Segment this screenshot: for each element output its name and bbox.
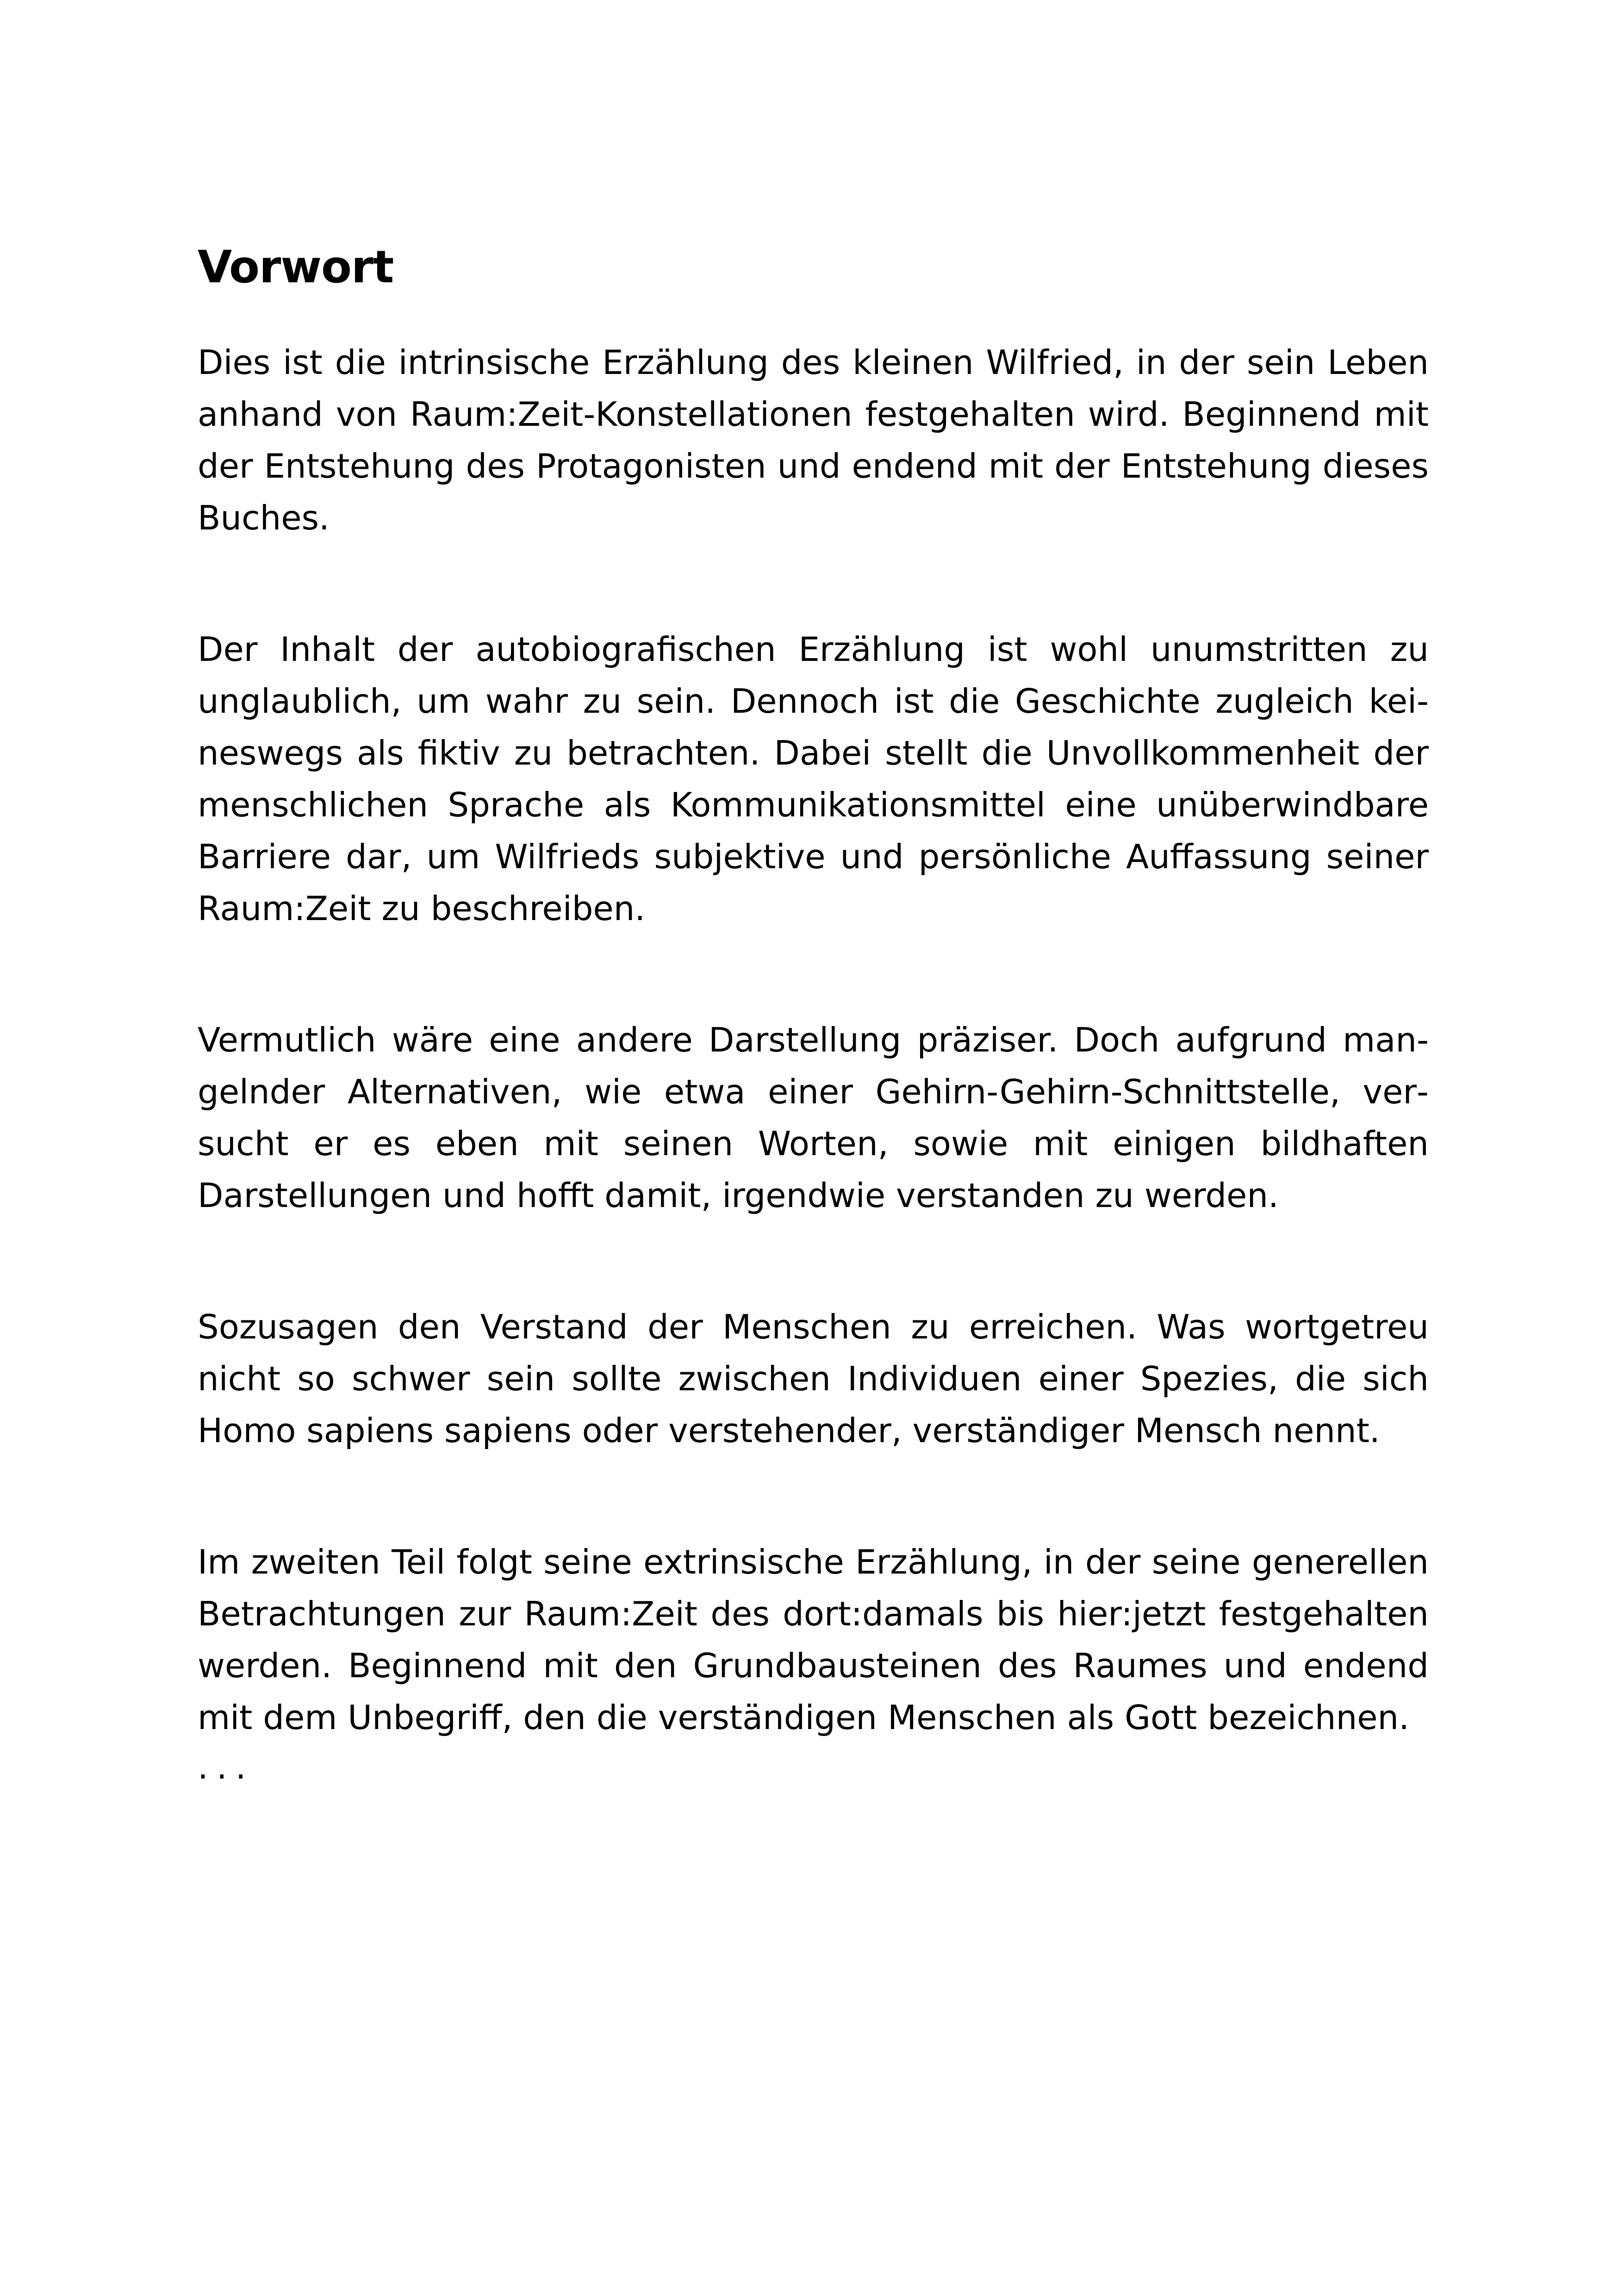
paragraph-1: Dies ist die intrinsische Erzählung des kleinen Wilfried, in der sein Leben anhand von Raum:Zeit-Konstellationen festgehalten wird. Beginnend mit der Entstehung des Protagonisten und endend mit der Entstehung dieses Buches.	[198, 343, 1429, 538]
page-title: Vorwort	[198, 241, 394, 293]
ellipsis: ...	[198, 1748, 255, 1787]
paragraph-5: Im zweiten Teil folgt seine extrinsische Erzählung, in der seine generellen Betrachtungen zur Raum:Zeit des dort:damals bis hier:jetzt festgehalten werden. Beginnend mit den Grundbausteinen des Raumes und endend mit dem Unbegriff, den die verständigen Menschen als Gott bezeichnen.	[198, 1543, 1429, 1737]
preface-page	[198, 241, 1429, 1788]
paragraph-3: Vermutlich wäre eine andere Darstellung präziser. Doch aufgrund mangelnder Alternativen, wie etwa einer Gehirn-Gehirn-Schnittstelle, versucht er es eben mit seinen Worten, sowie mit einigen bildhaften Darstellungen und hofft damit, irgendwie verstanden zu werden.	[198, 1020, 1429, 1215]
paragraph-2: Der Inhalt der autobiografischen Erzählung ist wohl unumstritten zu unglaublich, um wahr zu sein. Dennoch ist die Geschichte zugleich keineswegs als fiktiv zu betrachten. Dabei stellt die Unvollkommenheit der menschlichen Sprache als Kommunikationsmittel eine unüberwindbare Barriere dar, um Wilfrieds subjektive und persönliche Auffassung seiner Raum:Zeit zu beschreiben.	[198, 630, 1429, 928]
paragraph-4: Sozusagen den Verstand der Menschen zu erreichen. Was wortgetreu nicht so schwer sein sollte zwischen Individuen einer Spezies, die sich Homo sapiens sapiens oder verstehender, verständiger Mensch nennt.	[198, 1307, 1429, 1450]
